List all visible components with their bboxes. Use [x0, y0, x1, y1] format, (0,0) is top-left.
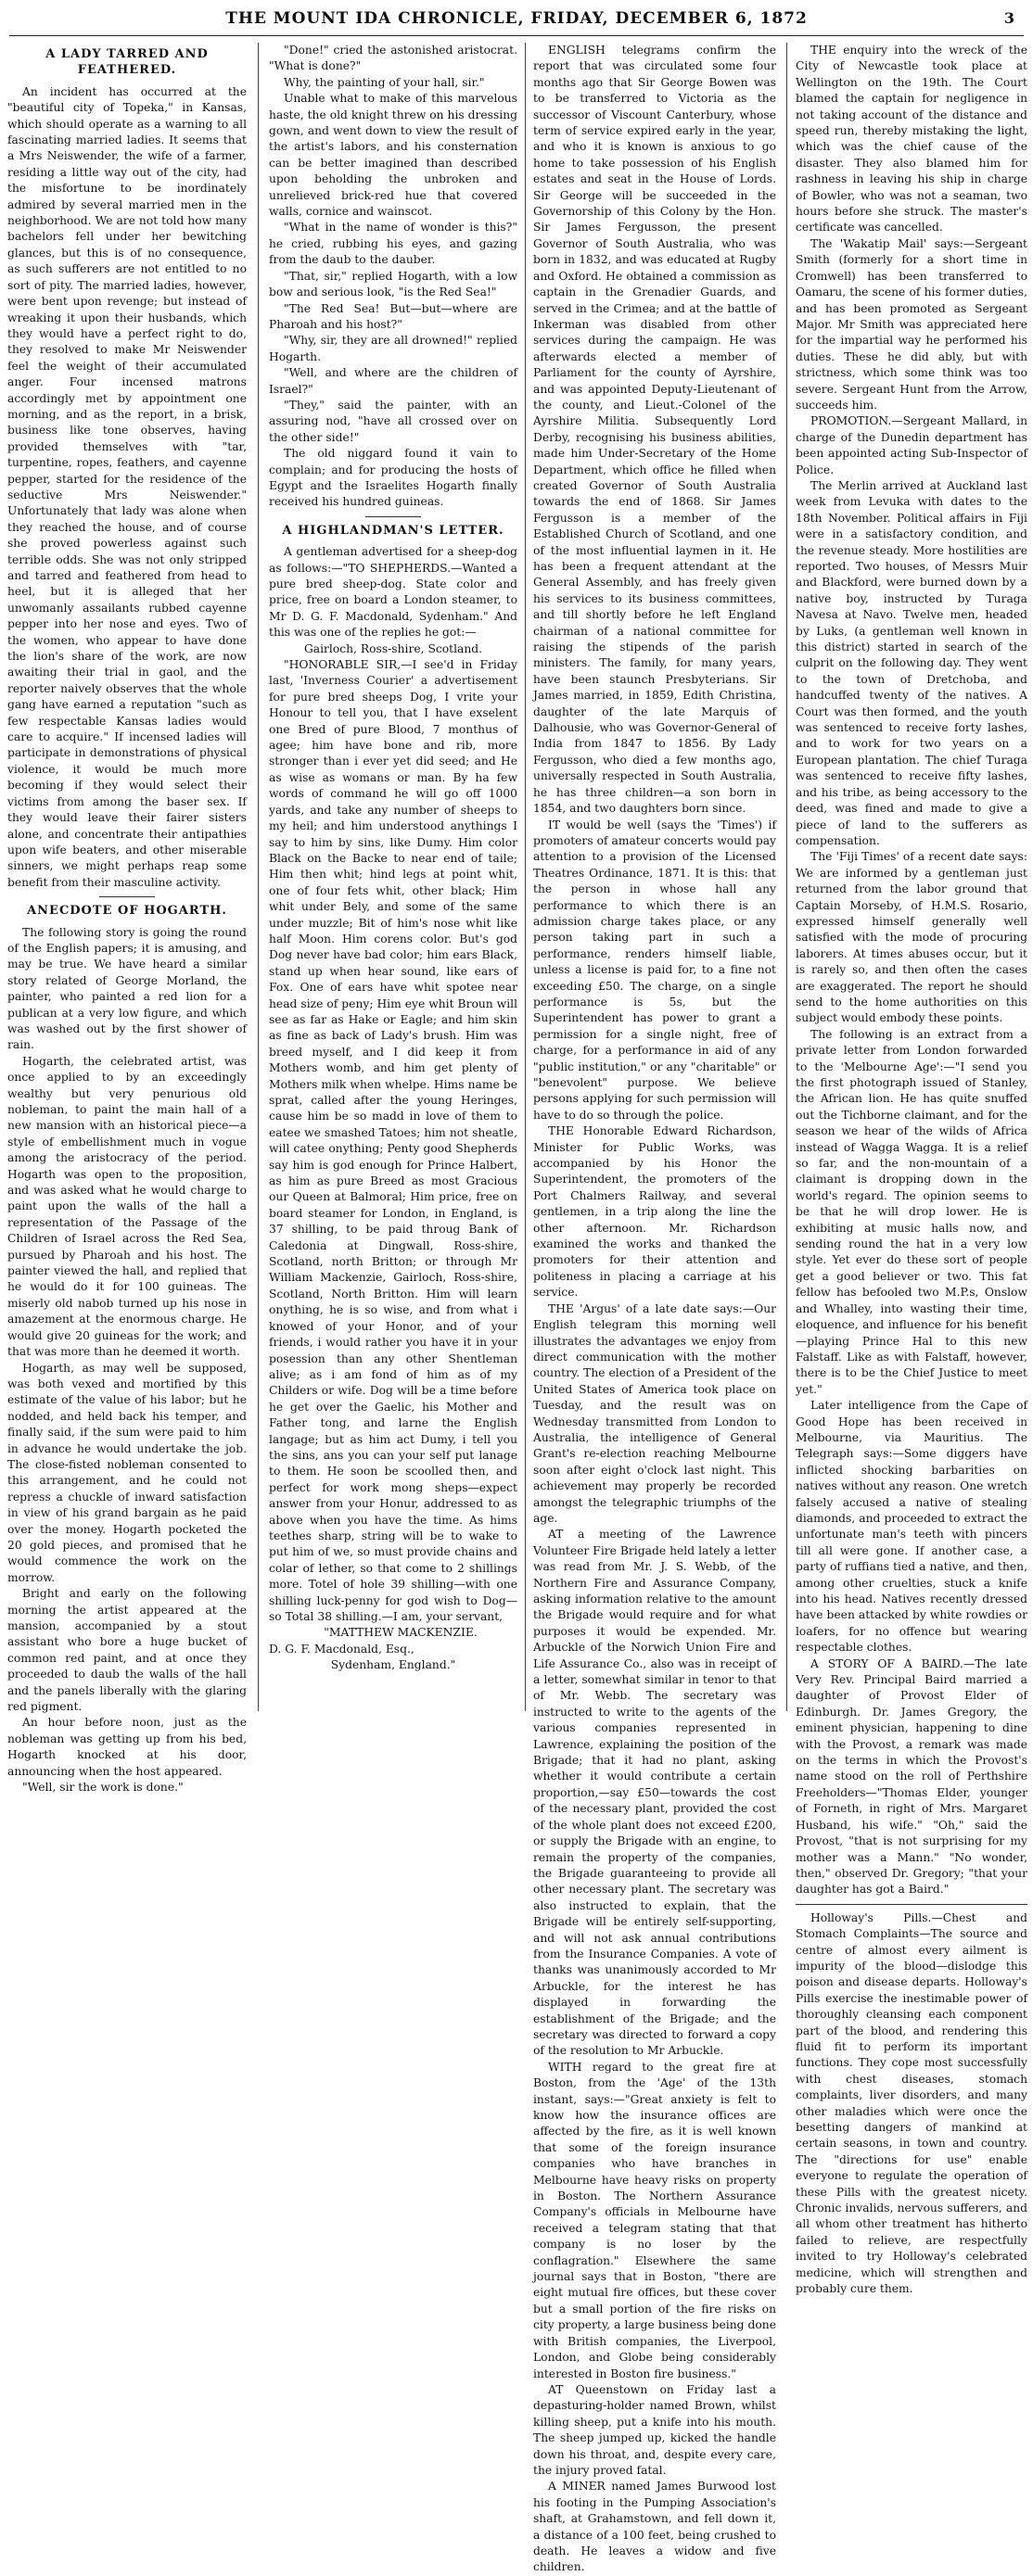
article-paragraph: Unable what to make of this marvelous haste, the old knight threw on his dressing gown, and went down to view the result of the artist's labors, and his consternation can be better imagined than described upon beholding the unbroken and unrelieved brick-red hue that covered walls, cornice and wainscot.: [269, 92, 517, 219]
letter-body: "HONORABLE SIR,—I see'd in Friday last, 'Inverness Courier' a advertisement for pure bred sheeps Dog, I vrite your Honour to tell you, that I have exselent one Bred of pure Blood, 7 monthus of agee; him have bone and rib, more stronger than i ever yet did seed; and He as wise as womans or man. By ha few words of command he will go off 1000 yards, and take any number of sheeps to my heil; and him understood anythings I say to him by sins, like Dumy. Him color Black on the Backe to near end of taile; Him then whit; hind legs at point whit, one of four fets whit, other black; Him whit under Bely, and some of the same under muzzle; Bit of him's nose whit like half Moon. Him corens color. But's god Dog never have bad color; him ears Black, stand up when hear sound, like ears of Fox. One of ears have whit spotee near head size of peny; Him eye whit Broun will see as far as Hake or Eagle; and him skin as fine as back of Lady's brush. Him was breed myself, and I did keep it from Mothers womb, and him get plenty of Mothers milk when whelpe. Hims name be sprat, called after the young Heringes, cause him be so madd in love of them to eatee we smashed Tatoes; him not sheatle, will catee onything; Penty good Shepherds say him is god enough for Prince Halbert, as him as pure Breed as most Gracious our Queen at Balmoral; Him price, free on board steamer for London, in England, is 37 shilling, to be paid throug Bank of Caledonia at Dingwall, Ross-shire, Scotland, north Britton; or through Mr William Mackenzie, Gairloch, Ross-shire, Scotland, North Britton. Him will learn onything, he is so wise, and from what i knowed of your Honor, and of your friends, i would rather you have it in your posession than any other Shentleman alive; as i am fond of him as of my Childers or wife. Dog will be a time before he get over the Gaelic, his Mother and Father tong, and larne the English langage; but as him act Dumy, i tell you the sins, ans you can your self put lanage to them. He soon be scoolled then, and perfect for work mong sheps—expect answer from your Honur, addressed to as above when you have the time. As hims teethes sharp, string will be to wake to put him of we, so must provide chains and colar of lether, so that come to 2 shillings more. Totel of hole 39 shilling—with one shilling luck-penny for god wish to Dog—so Total 38 shilling.—I am, your servant,: [269, 658, 517, 1623]
news-paragraph: WITH regard to the great fire at Boston, from the 'Age' of the 13th instant, says:—"Great anxiety is felt to know how the insurance offices are affected by the fire, as it is well known that some of the foreign insurance companies who have branches in Melbourne have heavy risks on property in Boston. The Northern Assurance Company's officials in Melbourne have received a telegram stating that that company is no loser by the conflagration." Elsewhere the same journal says that in Boston, "there are eight mutual fire offices, but these cover but a small portion of the fire risks on city property, a large business being done with British companies, the Liverpool, London, and Globe being considerably interested in Boston fire business.": [533, 2060, 776, 2380]
masthead: [0, 0, 1033, 41]
article-heading-highlandman: A HIGHLANDMAN'S LETTER.: [282, 523, 504, 538]
article-paragraph: "Why, sir, they are all drowned!" replied Hogarth.: [269, 334, 517, 363]
article-heading-hogarth: ANECDOTE OF HOGARTH.: [27, 904, 227, 919]
letter-recipient: D. G. F. Macdonald, Esq.,: [269, 1642, 414, 1656]
news-paragraph: The Merlin arrived at Auckland last week from Levuka with dates to the 18th November. Political affairs in Fiji were in a satisfactory condition, and the revenue steady. More hostilities are reported. Two houses, of Messrs Muir and Blackford, were burned down by a native boy, instructed by Turaga Navesa at Navo. Twelve men, headed by Luks, (a gentleman well known in this district) started in search of the culprit on the following day. They went to the town of Dretchoba, and handcuffed twenty of the natives. A Court was then formed, and the youth was sentenced to receive forty lashes, and to work for two years on a European plantation. The chief Turaga was sentenced to receive fifty lashes, and his tribe, as being accessory to the deed, was fined and made to give a piece of land to the sufferers as compensation.: [796, 478, 1027, 847]
article-heading-lady-tarred: A LADY TARRED AND FEATHERED.: [45, 47, 209, 78]
news-paragraph: The following is an extract from a private letter from London forwarded to the 'Melbourne Age':—"I send you the first photograph issued of Stanley, the African lion. He has quite snuffed out the Tichborne claimant, and for the season we hear of the wilds of Africa instead of Wagga Wagga. It is a relief so far, and the non-mountain of a claimant is dropping down in the world's regard. The opinion seems to be that he will drop lower. He is exhibiting at music halls now, and sending round the hat in a very low style. Yet ever do these sort of people get a good believer or two. This fat fellow has befooled two M.P.s, Onslow and Whalley, into wasting their time, eloquence, and influence for his benefit—playing Prince Hal to this new Falstaff. Like as with Falstaff, however, there is to be the Chief Justice to meet yet.": [796, 1027, 1027, 1396]
article-paragraph: "Well, and where are the children of Israel?": [269, 366, 517, 396]
section-rule: [796, 1904, 1027, 1905]
news-paragraph: THE enquiry into the wreck of the City of Newcastle took place at Wellington on the 19th. The Court blamed the captain for negligence in not taking account of the distance and speed run, thereby mistaking the light, which was the chief cause of the disaster. They also blamed him for rashness in leaving his ship in charge of Bowler, who was not a seaman, two hours before she struck. The master's certificate was cancelled.: [796, 44, 1027, 235]
section-rule: [365, 516, 421, 517]
masthead-title: THE MOUNT IDA CHRONICLE, FRIDAY, DECEMBER 6, 1872: [225, 9, 808, 28]
column-divider: [525, 43, 526, 1711]
article-paragraph: "Well, sir the work is done.": [22, 1781, 184, 1795]
article-paragraph: "They," said the painter, with an assuring nod, "have all crossed over on the other side!": [269, 398, 517, 444]
page-number: 3: [1003, 9, 1014, 27]
article-paragraph: A gentleman advertised for a sheep-dog as follows:—"TO SHEPHERDS.—Wanted a pure bred sheep-dog. State color and price, free on board a London steamer, to Mr D. G. F. Macdonald, Sydenham." And this was one of the replies he got:—: [269, 545, 517, 640]
news-paragraph: IT would be well (says the 'Times') if promoters of amateur concerts would pay attention to a provision of the Licensed Theatres Ordinance, 1871. It is this: that the person in whose hall any performance to which there is an admission charge takes place, or any person taking part in such a performance, renders himself liable, unless a license is paid for, to a fine not exceeding £50. The charge, on a single performance is 5s, but the Superintendent has power to grant a permission for a single night, free of charge, for a performance in aid of any "public institution," or any "charitable" or "benevolent" purpose. We believe persons applying for such permission will have to do so through the police.: [533, 818, 776, 1122]
column-1: [7, 43, 247, 1795]
letter-address: Gairloch, Ross-shire, Scotland.: [303, 641, 483, 655]
article-paragraph: "What in the name of wonder is this?" he cried, rubbing his eyes, and gazing from the daub to the dauber.: [269, 221, 517, 267]
article-paragraph: An hour before noon, just as the nobleman was getting up from his bed, Hogarth knocked at his door, announcing when the host appeared.: [7, 1716, 247, 1778]
column-4: [796, 43, 1027, 2296]
news-paragraph: THE 'Argus' of a late date says:—Our English telegram this morning well illustrates the advantages we enjoy from direct communication with the mother country. The election of a President of the United States of America took place on Tuesday, and the result was on Wednesday transmitted from London to Australia, the intelligence of General Grant's re-election reaching Melbourne soon after eight o'clock last night. This achievement may properly be recorded amongst the telegraphic triumphs of the age.: [533, 1301, 776, 1525]
article-paragraph: Hogarth, as may well be supposed, was both vexed and mortified by this estimate of the value of his labor; but he nodded, and held back his temper, and finally said, if the sum were paid to him in advance he would undertake the job. The close-fisted nobleman consented to this arrangement, and he could not repress a chuckle of inward satisfaction in view of his grand bargain as he paid over the money. Hogarth pocketed the 20 gold pieces, and promised that he would commence the work on the morrow.: [7, 1361, 247, 1584]
article-paragraph: Why, the painting of your hall, sir.": [284, 75, 485, 89]
article-paragraph: An incident has occurred at the "beautiful city of Topeka," in Kansas, which should operate as a warning to all fascinating married ladies. It seems that a Mrs Neiswender, the wife of a farmer, residing a little way out of the city, had the misfortune to be inordinately admired by several married men in the neighborhood. We are not told how many bachelors fell under her bewitching glances, but this is of no consequence, as such sufferers are not entitled to no sort of pity. The married ladies, however, were bent upon revenge; but instead of wreaking it upon their husbands, which they would have a perfect right to do, they resolved to make Mr Neiswender feel the weight of their accumulated anger. Four incensed matrons accordingly met by appointment one morning, and as the report, in a brisk, business like tone observes, having provided themselves with "tar, turpentine, ropes, feathers, and cayenne pepper, started for the residence of the seductive Mrs Neiswender." Unfortunately that lady was alone when they reached the house, and of course she proved powerless against such terrible odds. She was not only stripped and tarred and feathered from head to heel, but it is alleged that her unwomanly assailants rubbed cayenne pepper into her nose and eyes. Two of the women, who appear to have done the lion's share of the work, are now awaiting their trial in gaol, and the reporter naively observes that the whole gang have earned a reputation "such as few respectable Kansas ladies would care to acquire." If incensed ladies will participate in demonstrations of physical violence, it would be much more becoming if they would select their victims from among the baser sex. If they would leave their fairer sisters alone, and concentrate their antipathies upon wife beaters, and other miserable sinners, we might perhaps reap some benefit from their masculine activity.: [7, 84, 247, 889]
letter-signature: "MATTHEW MACKENZIE.: [324, 1626, 478, 1640]
news-paragraph: AT Queenstown on Friday last a depasturing-holder named Brown, whilst killing sheep, put a knife into his mouth. The sheep jumped up, kicked the handle down his throat, and, despite every care, the injury proved fatal.: [533, 2382, 776, 2477]
column-3: [533, 43, 776, 2574]
section-rule: [99, 896, 155, 897]
column-divider: [258, 43, 259, 1711]
advertisement-paragraph: Holloway's Pills.—Chest and Stomach Complaints—The source and centre of almost every ailment is impurity of the blood—dislodge this poison and disease departs. Holloway's Pills exercise the inestimable power of thoroughly cleansing each component part of the blood, and rendering this fluid fit to perform its important functions. They cope most successfully with chest diseases, stomach complaints, liver disorders, and many other maladies which were once the besetting dangers of mankind at certain seasons, in town and country. The "directions for use" enable everyone to regulate the operation of these Pills with the greatest nicety. Chronic invalids, nervous sufferers, and all whom other treatment has hitherto failed to relieve, are respectfully invited to try Holloway's celebrated medicine, which will strengthen and probably cure them.: [796, 1910, 1027, 2296]
article-paragraph: Bright and early on the following morning the artist appeared at the mansion, accompanied by a stout assistant who bore a huge bucket of common red paint, and at once they proceeded to daub the walls of the hall and the panels liberally with the glaring red pigment.: [7, 1587, 247, 1714]
article-paragraph: "Done!" cried the astonished aristocrat. "What is done?": [269, 44, 517, 73]
article-paragraph: "That, sir," replied Hogarth, with a low bow and serious look, "is the Red Sea!": [269, 269, 517, 299]
article-paragraph: The following story is going the round of the English papers; it is amusing, and may be true. We have heard a similar story related of George Morland, the painter, who painted a red lion for a publican at a very low figure, and which was washed out by the first shower of rain.: [7, 925, 247, 1052]
news-paragraph: A STORY OF A BAIRD.—The late Very Rev. Principal Baird married a daughter of Provost Elder of Edinburgh. Dr. James Gregory, the eminent physician, happening to dine with the Provost, a remark was made on the terms in which the Provost's name stood on the roll of Perthshire Freeholders—"Thomas Elder, younger of Forneth, in right of Mrs. Margaret Husband, his wife." "Oh," said the Provost, "that is not surprising for my mother was a Mann." "No wonder, then," observed Dr. Gregory; "that your daughter has got a Baird.": [796, 1656, 1027, 1897]
column-2: [269, 43, 517, 1711]
news-paragraph: The 'Fiji Times' of a recent date says: We are informed by a gentleman just returned from the labor ground that Captain Morseby, of H.M.S. Rosario, expressed himself generally well satisfied with the mode of procuring laborers. At times abuses occur, but it is rarely so, and then often the cases are exaggerated. The report he should send to the home authorities on this subject would embody these points.: [796, 850, 1027, 1025]
news-paragraph: Later intelligence from the Cape of Good Hope has been received in Melbourne, via Mauritius. The Telegraph says:—Some diggers have inflicted shocking barbarities on natives without any reason. One wretch falsely accused a native of stealing diamonds, and proceeded to extract the unfortunate man's teeth with pincers till all were gone. If another case, a party of ruffians tied a native, and then, among other cruelties, stuck a knife into his head. Natives recently dressed have been attacked by white rowdies or loafers, for no offence but wearing respectable clothes.: [796, 1399, 1027, 1655]
article-paragraph: "The Red Sea! But—but—where are Pharoah and his host?": [269, 301, 517, 331]
masthead-rule: [9, 35, 1024, 36]
article-paragraph: The old niggard found it vain to complain; and for producing the hosts of Egypt and the Israelites Hogarth finally received his hundred guineas.: [269, 447, 517, 509]
news-paragraph: PROMOTION.—Sergeant Mallard, in charge of the Dunedin department has been appointed acting Sub-Inspector of Police.: [796, 414, 1027, 476]
news-paragraph: The 'Wakatip Mail' says:—Sergeant Smith (formerly for a short time in Cromwell) has been transferred to Oamaru, the scene of his former duties, and has been promoted as Sergeant Major. Mr Smith was appreciated here for the impartial way he performed his duties. These he did ably, but with strictness, which some think was too severe. Sergeant Hunt from the Arrow, succeeds him.: [796, 236, 1027, 412]
article-paragraph: Hogarth, the celebrated artist, was once applied to by an exceedingly wealthy but very penurious old nobleman, to paint the main hall of a new mansion with an historical piece—a style of embellishment much in vogue among the aristocracy of the period. Hogarth was open to the proposition, and was asked what he would charge to paint upon the walls of the hall a representation of the Passage of the Children of Israel across the Red Sea, pursued by Pharoah and his host. The painter viewed the hall, and replied that he would do it for 100 guineas. The miserly old nabob turned up his nose in amazement at the enormous charge. He would give 20 guineas for the work; and that was more than he deemed it worth.: [7, 1054, 247, 1359]
news-paragraph: A MINER named James Burwood lost his footing in the Pumping Association's shaft, at Grahamstown, and fell down it, a distance of a 100 feet, being crushed to death. He leaves a widow and five children.: [533, 2480, 776, 2574]
news-paragraph: THE Honorable Edward Richardson, Minister for Public Works, was accompanied by his Honor the Superintendent, the promoters of the Port Chalmers Railway, and several gentlemen, in a trip along the line the other afternoon. Mr. Richardson examined the works and thanked the promoters for their attention and politeness in placing a carriage at his service.: [533, 1124, 776, 1300]
news-paragraph: ENGLISH telegrams confirm the report that was circulated some four months ago that Sir George Bowen was to be transferred to Victoria as the successor of Viscount Canterbury, whose term of service expired early in the year, and who it is known is anxious to go home to take possession of his English estates and seat in the House of Lords. Sir George will be succeeded in the Governorship of this Colony by the Hon. Sir James Fergusson, the present Governor of South Australia, who was born in 1832, and was educated at Rugby and Oxford. He obtained a commission as captain in the Grenadier Guards, and served in the Crimea; and at the battle of Inkerman was disabled from other services during the campaign. He was afterwards elected a member of Parliament for the county of Ayrshire, and was appointed Deputy-Lieutenant of the county, and Lieut.-Colonel of the Ayrshire Militia. Subsequently Lord Derby, recognising his business abilities, made him Under-Secretary of the Home Department, which office he filled when created Governor of South Australia towards the end of 1868. Sir James Fergusson is a member of the Established Church of Scotland, and one of the most influential laymen in it. He has been a frequent attendant at the General Assembly, and has freely given his services to its business committees, and till shortly before he left England chairman of a national committee for raising the stipends of the parish ministers. The family, for many years, have been staunch Presbyterians. Sir James married, in 1859, Edith Christina, daughter of the late Marquis of Dalhousie, who was Governor-General of India from 1847 to 1856. By Lady Fergusson, who died a few months ago, universally respected in South Australia, he has three children—a son born in 1854, and two daughters born since.: [533, 44, 776, 816]
news-paragraph: AT a meeting of the Lawrence Volunteer Fire Brigade held lately a letter was read from Mr. J. S. Webb, of the Northern Fire and Assurance Company, asking information relative to the amount the Brigade would require and for what purposes it would be expended. Mr. Arbuckle of the Norwich Union Fire and Life Assurance Co., also was in receipt of a letter, somewhat similar in tenor to that of Mr. Webb. The secretary was instructed to write to the agents of the various companies represented in Lawrence, explaining the position of the Brigade; that it had no plant, asking whether it would contribute a certain proportion,—say £50—towards the cost of the necessary plant, provided the cost of the whole plant does not exceed £200, or supply the Brigade with an engine, to remain the property of the companies, the Brigade guaranteeing to provide all other necessary plant. The secretary was also instructed to explain, that the Brigade will be entirely self-supporting, and will not ask annual contributions from the Insurance Companies. A vote of thanks was unanimously accorded to Mr Arbuckle, for the interest he has displayed in forwarding the establishment of the Brigade; and the secretary was directed to forward a copy of the resolution to Mr Arbuckle.: [533, 1528, 776, 2058]
column-divider: [786, 43, 787, 1711]
letter-recipient-address: Sydenham, England.": [330, 1658, 456, 1672]
